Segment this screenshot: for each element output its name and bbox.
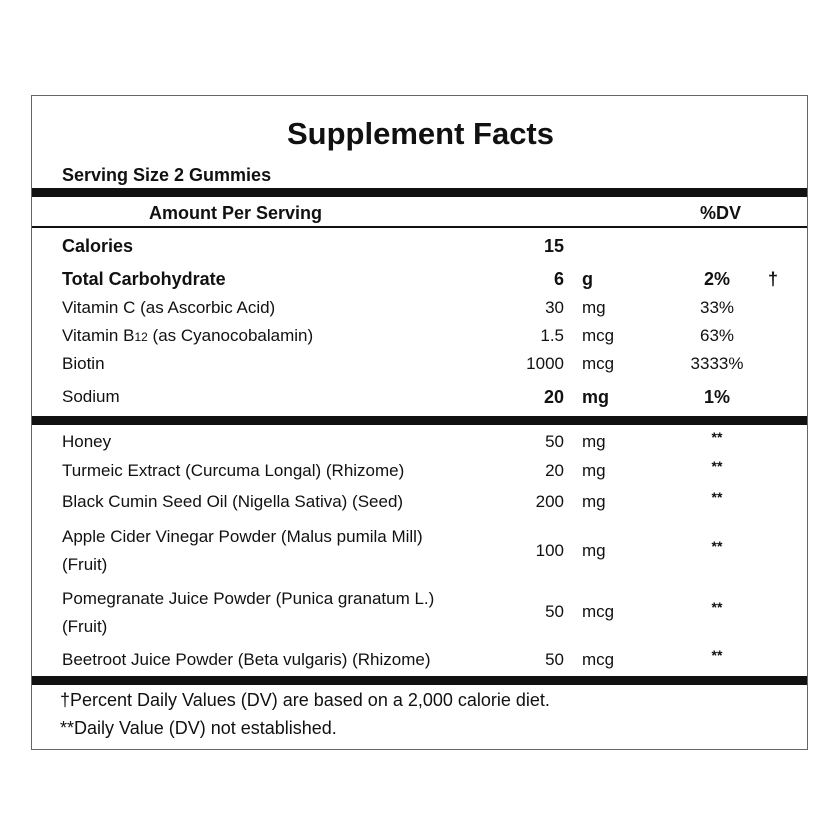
nutrient-name-sodium: Sodium	[62, 387, 120, 406]
ingredient-unit-black-cumin: mg	[582, 492, 606, 511]
nutrient-dv-biotin: 3333%	[690, 354, 744, 373]
ingredient-unit-beetroot: mcg	[582, 650, 615, 669]
ingredient-name-beetroot: Beetroot Juice Powder (Beta vulgaris) (Rhizome)	[62, 650, 431, 669]
nutrient-dv-sodium: 1%	[703, 387, 730, 407]
thick-divider-top	[32, 188, 807, 197]
ingredient-amount-beetroot: 50	[545, 650, 564, 669]
nutrient-dv-vitamin-c: 33%	[699, 298, 735, 317]
thin-divider-header	[32, 226, 807, 228]
ingredient-unit-apple-cider-vinegar: mg	[582, 541, 606, 560]
nutrient-unit-biotin: mcg	[582, 354, 615, 373]
ingredient-name-apple-cider-vinegar: Apple Cider Vinegar Powder (Malus pumila Mill)	[62, 527, 423, 546]
ingredient-unit-honey: mg	[582, 432, 606, 451]
amount-per-serving-label: Amount Per Serving	[149, 203, 323, 223]
ingredient-name-apple-cider-vinegar-line2: (Fruit)	[62, 555, 108, 574]
footnote-dv-not-established: **Daily Value (DV) not established.	[60, 718, 337, 738]
thick-divider-bottom	[32, 676, 807, 685]
nutrient-name-total-carbohydrate: Total Carbohydrate	[62, 269, 226, 289]
supplement-facts-panel	[31, 95, 808, 750]
nutrient-amount-calories: 15	[543, 236, 564, 256]
ingredient-dv-honey: **	[711, 429, 723, 445]
nutrient-unit-vitamin-b12: mcg	[582, 326, 615, 345]
serving-size: Serving Size 2 Gummies	[62, 165, 272, 185]
nutrient-unit-total-carbohydrate: g	[582, 269, 593, 289]
ingredient-amount-pomegranate: 50	[545, 602, 564, 621]
ingredient-name-turmeric: Turmeic Extract (Curcuma Longal) (Rhizome)	[62, 461, 405, 480]
nutrient-amount-vitamin-b12: 1.5	[540, 326, 564, 345]
panel-title: Supplement Facts	[287, 116, 554, 151]
dagger-mark: †	[768, 269, 779, 289]
vitamin-b-text: Vitamin B	[62, 326, 135, 345]
ingredient-dv-turmeric: **	[711, 458, 723, 474]
nutrient-name-calories: Calories	[62, 236, 134, 256]
vitamin-b-subscript: 12	[134, 330, 148, 344]
ingredient-dv-beetroot: **	[711, 647, 723, 663]
nutrient-dv-total-carbohydrate: 2%	[703, 269, 730, 289]
ingredient-amount-black-cumin: 200	[535, 492, 564, 511]
footnote-dv-basis: †Percent Daily Values (DV) are based on a 2,000 calorie diet.	[60, 690, 550, 710]
thick-divider-middle	[32, 416, 807, 425]
ingredient-name-pomegranate: Pomegranate Juice Powder (Punica granatum L.)	[62, 589, 435, 608]
ingredient-amount-apple-cider-vinegar: 100	[535, 541, 564, 560]
nutrient-name-vitamin-c: Vitamin C (as Ascorbic Acid)	[62, 298, 276, 317]
nutrient-amount-total-carbohydrate: 6	[553, 269, 564, 289]
ingredient-unit-turmeric: mg	[582, 461, 606, 480]
ingredient-amount-turmeric: 20	[545, 461, 564, 480]
ingredient-name-black-cumin: Black Cumin Seed Oil (Nigella Sativa) (Seed)	[62, 492, 404, 511]
nutrient-unit-vitamin-c: mg	[582, 298, 606, 317]
dv-header: %DV	[700, 203, 742, 223]
ingredient-dv-black-cumin: **	[711, 489, 723, 505]
vitamin-b-source: (as Cyanocobalamin)	[147, 326, 314, 345]
nutrient-name-biotin: Biotin	[62, 354, 105, 373]
nutrient-unit-sodium: mg	[582, 387, 609, 407]
nutrient-amount-sodium: 20	[543, 387, 564, 407]
ingredient-amount-honey: 50	[545, 432, 564, 451]
nutrient-name-vitamin-b12	[62, 327, 313, 344]
nutrient-amount-vitamin-c: 30	[545, 298, 564, 317]
ingredient-name-honey: Honey	[62, 432, 112, 451]
ingredient-dv-pomegranate: **	[711, 599, 723, 615]
nutrient-amount-biotin: 1000	[526, 354, 564, 373]
ingredient-unit-pomegranate: mcg	[582, 602, 615, 621]
ingredient-name-pomegranate-line2: (Fruit)	[62, 617, 108, 636]
ingredient-dv-apple-cider-vinegar: **	[711, 538, 723, 554]
nutrient-dv-vitamin-b12: 63%	[699, 326, 735, 345]
